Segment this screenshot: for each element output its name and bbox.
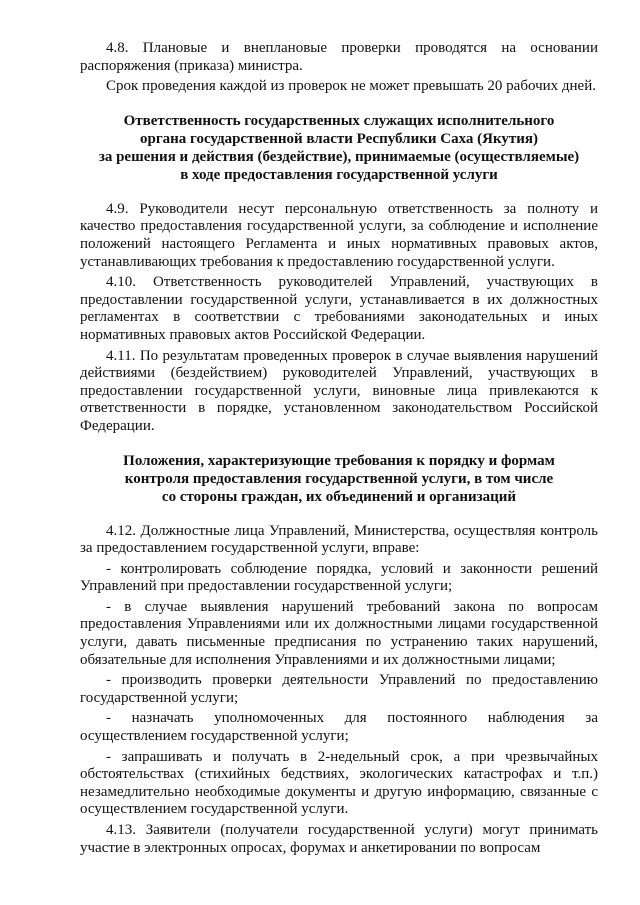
heading-responsibility-line-2: органа государственной власти Республики Саха (Якутия) <box>139 130 539 147</box>
heading-responsibility-line-1: Ответственность государственных служащих исполнительного <box>123 112 555 129</box>
heading-responsibility-line-3: за решения и действия (бездействие), принимаемые (осуществляемые) <box>98 148 580 165</box>
heading-control-line-1: Положения, характеризующие требования к порядку и формам <box>123 452 555 469</box>
list-item-control-1: - контролировать соблюдение порядка, условий и законности решений Управлений при предоставлении государственной услуги; <box>80 560 598 595</box>
paragraph-4-12: 4.12. Должностные лица Управлений, Министерства, осуществляя контроль за предоставлением государственной услуги, вправе: <box>80 522 598 557</box>
paragraph-inspection-term: Срок проведения каждой из проверок не может превышать 20 рабочих дней. <box>106 78 596 95</box>
heading-control-line-2: контроля предоставления государственной услуги, в том числе <box>124 470 554 487</box>
list-item-control-2: - в случае выявления нарушений требований закона по вопросам предоставления Управлениями или их должностными лицами государственной услуги, давать письменные предписания по устранению таких нарушений, обязательные для исполнения Управлениями и их должностными лицами; <box>80 598 598 668</box>
paragraph-4-10: 4.10. Ответственность руководителей Управлений, участвующих в предоставлении государственной услуги, устанавливается в их должностных регламентах в соответствии с требованиями законодательных и иных нормативных правовых актов Российской Федерации. <box>80 274 598 343</box>
list-item-control-3: - производить проверки деятельности Управлений по предоставлению государственной услуги; <box>80 672 598 706</box>
heading-responsibility-line-4: в ходе предоставления государственной услуги <box>180 166 498 183</box>
paragraph-4-11: 4.11. По результатам проведенных проверок в случае выявления нарушений действиями (бездействием) руководителей Управлений, участвующих в предоставлении государственной услуги, виновные лица привлекаются к ответственности в порядке, установленном законодательством Российской Федерации. <box>80 347 598 434</box>
heading-control-line-3: со стороны граждан, их объединений и организаций <box>161 488 517 505</box>
paragraph-4-8: 4.8. Плановые и внеплановые проверки проводятся на основании распоряжения (приказа) министра. <box>80 40 598 74</box>
list-item-control-5: - запрашивать и получать в 2-недельный срок, а при чрезвычайных обстоятельствах (стихийных бедствиях, экологических катастрофах и т.п.) незамедлительно необходимые документы и другую информацию, связанные с осуществлением государственной услуги. <box>80 748 598 818</box>
paragraph-4-9: 4.9. Руководители несут персональную ответственность за полноту и качество предоставления государственной услуги, за соблюдение и исполнение положений настоящего Регламента и иных нормативных правовых актов, устанавливающих требования к предоставлению государственной услуги. <box>80 200 598 270</box>
paragraph-4-13: 4.13. Заявители (получатели государственной услуги) могут принимать участие в электронных опросах, форумах и анкетировании по вопросам <box>80 822 598 856</box>
heading-control <box>80 452 598 506</box>
list-item-control-4: - назначать уполномоченных для постоянного наблюдения за осуществлением государственной услуги; <box>80 710 598 745</box>
document-page <box>80 40 598 860</box>
heading-responsibility <box>80 112 598 184</box>
